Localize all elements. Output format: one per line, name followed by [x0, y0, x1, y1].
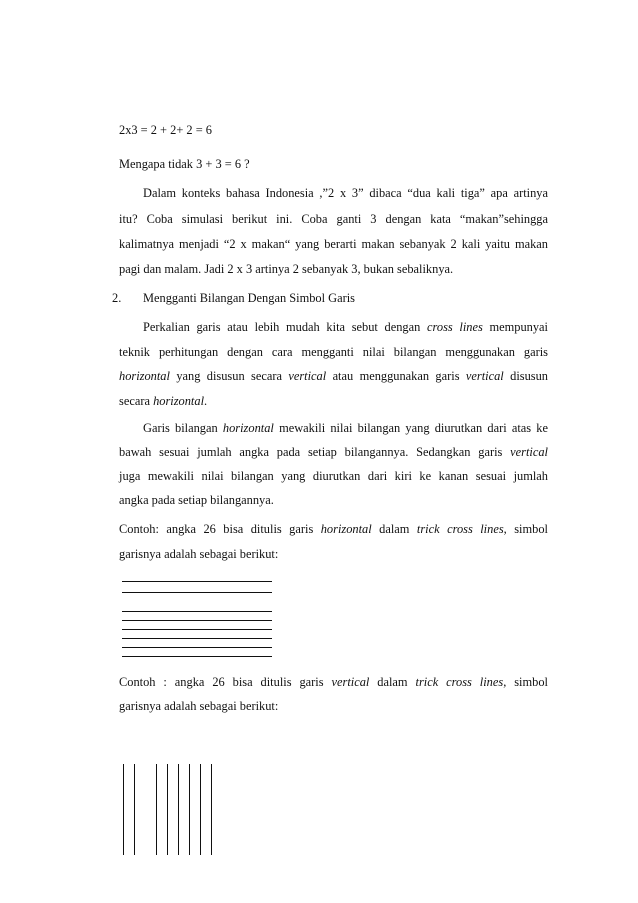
vertical-line [211, 764, 212, 855]
para3-line2: bawah sesuai jumlah angka pada setiap bilangannya. Sedangkan garis vertical [119, 445, 548, 459]
para2-line4: secara horizontal. [119, 394, 208, 408]
horizontal-line [122, 611, 272, 612]
vertical-line [156, 764, 157, 855]
horizontal-line [122, 647, 272, 648]
para3-line3: juga mewakili nilai bilangan yang diurutkan dari kiri ke kanan sesuai jumlah [119, 469, 548, 483]
horizontal-line [122, 620, 272, 621]
para2-line2: teknik perhitungan dengan cara mengganti nilai bilangan menggunakan garis [119, 345, 548, 359]
para1-line3: kalimatnya menjadi “2 x makan“ yang berarti makan sebanyak 2 kali yaitu makan [119, 237, 548, 251]
para2-line3: horizontal yang disusun secara vertical atau menggunakan garis vertical disusun [119, 369, 548, 383]
para3-line4: angka pada setiap bilangannya. [119, 493, 274, 507]
example2-line2: garisnya adalah sebagai berikut: [119, 699, 279, 713]
question-line: Mengapa tidak 3 + 3 = 6 ? [119, 157, 250, 171]
vertical-line [167, 764, 168, 855]
vertical-line [200, 764, 201, 855]
vertical-line [178, 764, 179, 855]
example1-line1: Contoh: angka 26 bisa ditulis garis horizontal dalam trick cross lines, simbol [119, 522, 548, 536]
para1-line4: pagi dan malam. Jadi 2 x 3 artinya 2 sebanyak 3, bukan sebaliknya. [119, 262, 454, 276]
para1-line2: itu? Coba simulasi berikut ini. Coba ganti 3 dengan kata “makan”sehingga [119, 212, 548, 226]
horizontal-line [122, 581, 272, 582]
horizontal-line [122, 656, 272, 657]
example1-line2: garisnya adalah sebagai berikut: [119, 547, 279, 561]
vertical-line [123, 764, 124, 855]
para1-line1: Dalam konteks bahasa Indonesia ,”2 x 3” dibaca “dua kali tiga” apa artinya [143, 186, 548, 200]
vertical-line [134, 764, 135, 855]
horizontal-line [122, 629, 272, 630]
para3-line1: Garis bilangan horizontal mewakili nilai bilangan yang diurutkan dari atas ke [143, 421, 548, 435]
horizontal-line [122, 592, 272, 593]
vertical-line [189, 764, 190, 855]
example2-line1: Contoh : angka 26 bisa ditulis garis vertical dalam trick cross lines, simbol [119, 675, 548, 689]
equation-line: 2x3 = 2 + 2+ 2 = 6 [119, 123, 213, 137]
section-title: Mengganti Bilangan Dengan Simbol Garis [143, 291, 355, 305]
horizontal-line [122, 638, 272, 639]
para2-line1: Perkalian garis atau lebih mudah kita sebut dengan cross lines mempunyai [143, 320, 548, 334]
section-number: 2. [112, 291, 122, 305]
